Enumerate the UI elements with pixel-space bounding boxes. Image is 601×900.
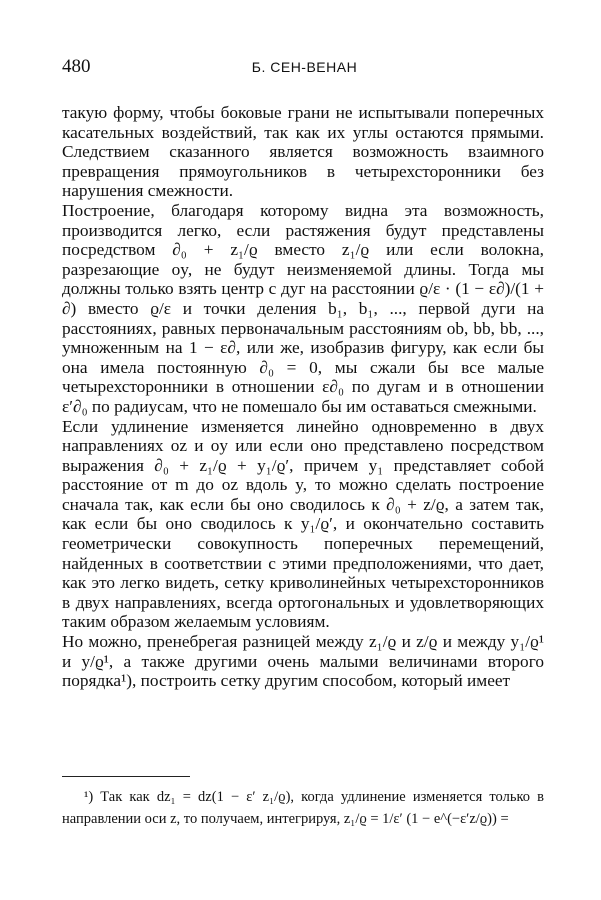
running-title: Б. СЕН-ВЕНАН — [251, 59, 358, 75]
paragraph-2: Построение, благодаря которому видна эта возможность, производится легко, если растяжения будут представлены посредством ∂₀ + z₁/ϱ вместо z₁/ϱ или если волокна, разрезающие oy, не будут неизменяемой длины. Тогда мы должны только взять центр c дуг на расстоянии ϱ/ε · (1 − ε∂)/(1 + ∂) вместо ϱ/ε и точки деления b₁, b₁, ..., первой дуги на расстояниях, равных первоначальным расстояниям ob, bb, bb, ..., умноженным на 1 − ε∂, или же, изобразив фигуру, как если бы она имела постоянную ∂₀ = 0, мы сжали бы все малые четырехсторонники в отношении ε∂₀ по дугам и в отношении ε′∂₀ по радиусам, что не помешало бы им оставаться смежными. — [62, 200, 544, 416]
footnote-divider — [62, 776, 190, 777]
paragraph-3: Если удлинение изменяется линейно одновременно в двух направлениях oz и oy или если оно представлено посредством выражения ∂₀ + z₁/ϱ + y₁/ϱ′, причем y₁ представляет собой расстояние от m до oz вдоль y, то можно сделать построение сначала так, как если бы оно сводилось к ∂₀ + z/ϱ, а затем так, как если бы оно сводилось к y₁/ϱ′, и окончательно составить геометрически совокупность поперечных перемещений, найденных в соответствии с этими предположениями, что дает, как это легко видеть, сетку криволинейных четырехсторонников в двух направлениях, всегда ортогональных и удовлетворяющих таким образом желаемым условиям. — [62, 416, 544, 632]
footnote-text: ¹) Так как dz₁ = dz(1 − ε′ z₁/ϱ), когда удлинение изменяется только в направлении оси z, то получаем, интегрируя, z₁/ϱ = 1/ε′ (1 − e^(−ε′z/ϱ)) = — [62, 789, 544, 827]
paragraph-1: такую форму, чтобы боковые грани не испытывали поперечных касательных воздействий, так как их углы остаются прямыми. Следствием сказанного является возможность взаимного превращения прямоугольников в четырехсторонники без нарушения смежности. — [62, 103, 544, 201]
body-text — [62, 103, 544, 691]
page-number: 480 — [62, 56, 91, 77]
paragraph-4: Но можно, пренебрегая разницей между z₁/ϱ и z/ϱ и между y₁/ϱ¹ и y/ϱ¹, а также другими очень малыми величинами второго порядка¹), построить сетку другим способом, который имеет — [62, 632, 544, 691]
page-header — [62, 56, 547, 80]
footnote — [62, 786, 544, 830]
